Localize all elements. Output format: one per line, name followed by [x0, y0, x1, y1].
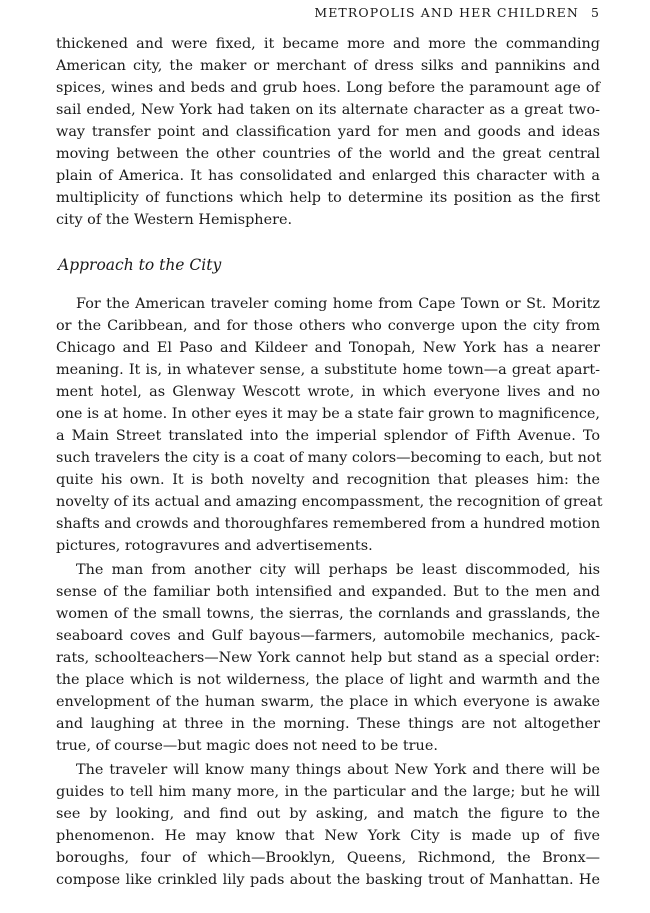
- page-number: 5: [590, 5, 600, 20]
- text-line: city of the Western Hemisphere.: [56, 212, 293, 228]
- text-line: such travelers the city is a coat of many colors—becoming to each, but not: [56, 450, 602, 466]
- text-line: sail ended, New York had taken on its alternate character as a great two-: [56, 102, 600, 118]
- text-line: phenomenon. He may know that New York City is made up of five: [56, 828, 600, 844]
- text-line: spices, wines and beds and grub hoes. Long before the paramount age of: [56, 80, 600, 96]
- text-line: The traveler will know many things about New York and there will be: [76, 762, 600, 778]
- section-heading: Approach to the City: [58, 256, 222, 274]
- text-line: envelopment of the human swarm, the place in which everyone is awake: [56, 694, 600, 710]
- text-line: multiplicity of functions which help to determine its position as the first: [56, 190, 600, 206]
- text-line: shafts and crowds and thoroughfares remembered from a hundred motion: [56, 516, 601, 532]
- text-line: quite his own. It is both novelty and recognition that pleases him: the: [56, 472, 600, 488]
- text-line: true, of course—but magic does not need to be true.: [56, 738, 438, 754]
- text-line: or the Caribbean, and for those others who converge upon the city from: [56, 318, 600, 334]
- text-line: way transfer point and classification yard for men and goods and ideas: [56, 124, 600, 140]
- text-line: rats, schoolteachers—New York cannot help but stand as a special order:: [56, 650, 600, 666]
- text-line: boroughs, four of which—Brooklyn, Queens, Richmond, the Bronx—: [56, 850, 600, 866]
- text-line: pictures, rotogravures and advertisements.: [56, 538, 373, 554]
- text-line: and laughing at three in the morning. These things are not altogether: [56, 716, 600, 732]
- text-line: meaning. It is, in whatever sense, a substitute home town—a great apart-: [56, 362, 600, 378]
- text-line: sense of the familiar both intensified and expanded. But to the men and: [56, 584, 600, 600]
- text-line: guides to tell him many more, in the particular and the large; but he will: [56, 784, 600, 800]
- text-line: novelty of its actual and amazing encompassment, the recognition of great: [56, 494, 603, 510]
- text-line: For the American traveler coming home from Cape Town or St. Moritz: [76, 296, 600, 312]
- text-line: compose like crinkled lily pads about the basking trout of Manhattan. He: [56, 872, 600, 888]
- text-line: plain of America. It has consolidated and enlarged this character with a: [56, 168, 600, 184]
- text-line: see by looking, and find out by asking, and match the figure to the: [56, 806, 600, 822]
- text-line: American city, the maker or merchant of dress silks and pannikins and: [56, 58, 600, 74]
- text-line: The man from another city will perhaps be least discommoded, his: [76, 562, 600, 578]
- text-line: seaboard coves and Gulf bayous—farmers, automobile mechanics, pack-: [56, 628, 600, 644]
- text-line: a Main Street translated into the imperial splendor of Fifth Avenue. To: [56, 428, 600, 444]
- text-line: ment hotel, as Glenway Wescott wrote, in which everyone lives and no: [56, 384, 600, 400]
- text-line: women of the small towns, the sierras, the cornlands and grasslands, the: [56, 606, 600, 622]
- text-line: the place which is not wilderness, the place of light and warmth and the: [56, 672, 600, 688]
- text-line: one is at home. In other eyes it may be a state fair grown to magnificence,: [56, 406, 600, 422]
- running-head-title: METROPOLIS AND HER CHILDREN: [314, 5, 579, 20]
- text-line: moving between the other countries of the world and the great central: [56, 146, 600, 162]
- running-head: [314, 5, 600, 20]
- text-line: Chicago and El Paso and Kildeer and Tonopah, New York has a nearer: [56, 340, 600, 356]
- text-line: thickened and were fixed, it became more and more the commanding: [56, 36, 600, 52]
